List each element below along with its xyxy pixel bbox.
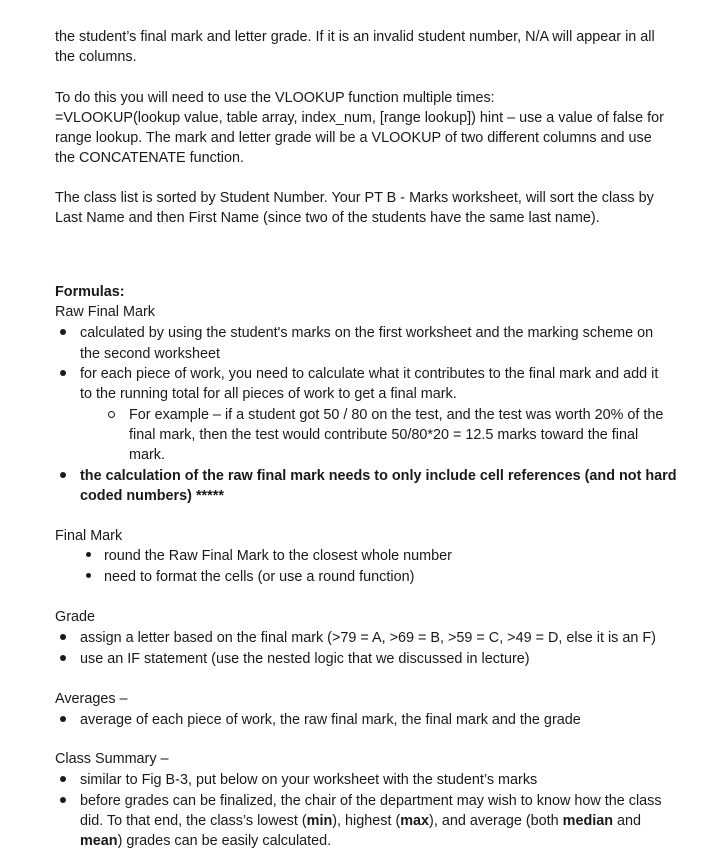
raw-sub-line-2: final mark, then the test would contribute 50/80*20 = 12.5 marks toward the final xyxy=(129,427,639,443)
bullet-icon xyxy=(86,552,91,557)
averages-b1: average of each piece of work, the raw final mark, the final mark and the grade xyxy=(80,712,581,728)
class-summary-b2-line-3 xyxy=(80,831,331,851)
class-summary-b2-line-2 xyxy=(80,811,641,831)
bullet-icon xyxy=(60,776,66,782)
text-run: ), and average (both xyxy=(429,813,563,829)
raw-b3-line-1: the calculation of the raw final mark needs to only include cell references (and not hard xyxy=(80,468,677,484)
mean-term: mean xyxy=(80,833,118,849)
final-mark-b2: need to format the cells (or use a round function) xyxy=(104,569,415,585)
grade-b1: assign a letter based on the final mark (>79 = A, >69 = B, >59 = C, >49 = D, else it is an F) xyxy=(80,630,656,646)
bullet-icon xyxy=(86,573,91,578)
raw-b3-line-2: coded numbers) ***** xyxy=(80,488,224,504)
raw-sub-line-3: mark. xyxy=(129,447,165,463)
class-summary-b1: similar to Fig B-3, put below on your worksheet with the student’s marks xyxy=(80,772,538,788)
text-run: ), highest ( xyxy=(332,813,401,829)
raw-final-mark-title: Raw Final Mark xyxy=(55,304,155,320)
grade-title: Grade xyxy=(55,609,95,625)
sorting-line-2: Last Name and then First Name (since two of the students have the same last name). xyxy=(55,210,600,226)
text-run: and xyxy=(613,813,642,829)
raw-b2-line-2: to the running total for all pieces of work to get a final mark. xyxy=(80,386,457,402)
grade-b2: use an IF statement (use the nested logic that we discussed in lecture) xyxy=(80,651,530,667)
bullet-icon xyxy=(60,797,66,803)
final-mark-b1: round the Raw Final Mark to the closest whole number xyxy=(104,548,452,564)
vlookup-line-3: range lookup. The mark and letter grade will be a VLOOKUP of two different columns and use xyxy=(55,130,652,146)
sorting-line-1: The class list is sorted by Student Number. Your PT B - Marks worksheet, will sort the class by xyxy=(55,190,654,206)
text-run: ) grades can be easily calculated. xyxy=(117,833,332,849)
formulas-heading: Formulas: xyxy=(55,284,125,300)
raw-b1-line-1: calculated by using the student's marks on the first worksheet and the marking scheme on xyxy=(80,325,654,341)
bullet-icon xyxy=(60,716,66,722)
intro-line-2: the columns. xyxy=(55,49,137,65)
vlookup-line-1: To do this you will need to use the VLOOKUP function multiple times: xyxy=(55,90,495,106)
text-run: did. To that end, the class’s lowest ( xyxy=(80,813,307,829)
median-term: median xyxy=(562,813,614,829)
min-term: min xyxy=(306,813,333,829)
averages-title: Averages – xyxy=(55,691,128,707)
class-summary-b2-line-1: before grades can be finalized, the chair of the department may wish to know how the class xyxy=(80,793,662,809)
intro-line-1: the student’s final mark and letter grade. If it is an invalid student number, N/A will appear in all xyxy=(55,29,655,45)
raw-b1-line-2: the second worksheet xyxy=(80,346,220,362)
class-summary-title: Class Summary – xyxy=(55,751,169,767)
sub-bullet-icon xyxy=(108,411,115,418)
bullet-icon xyxy=(60,634,66,640)
bullet-icon xyxy=(60,655,66,661)
raw-sub-line-1: For example – if a student got 50 / 80 on the test, and the test was worth 20% of the xyxy=(129,407,664,423)
final-mark-title: Final Mark xyxy=(55,528,123,544)
bullet-icon xyxy=(60,329,66,335)
vlookup-line-4: the CONCATENATE function. xyxy=(55,150,245,166)
max-term: max xyxy=(400,813,430,829)
raw-b2-line-1: for each piece of work, you need to calculate what it contributes to the final mark and add it xyxy=(80,366,659,382)
bullet-icon xyxy=(60,370,66,376)
vlookup-line-2: =VLOOKUP(lookup value, table array, index_num, [range lookup]) hint – use a value of false for xyxy=(55,110,664,126)
bullet-icon xyxy=(60,472,66,478)
